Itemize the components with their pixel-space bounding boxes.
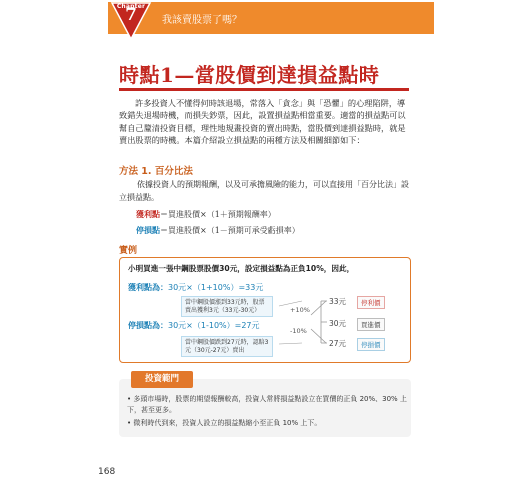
note-stop-loss: 當中鋼股價跌到27元時，認賠3元（30元-27元）賣出 (181, 336, 273, 357)
pct-down-label: -10% (290, 327, 307, 335)
price-top: 33元 (329, 297, 347, 306)
tip-item-text: 多頭市場時，股票的期望報酬較高，投資人常將損益點設立在買價的正負 20%、30% 上下，甚至更多。 (127, 395, 407, 414)
page-number: 168 (98, 467, 116, 477)
formula-stop-loss-expr: ＝買進股價×（1－預期可承受虧損率） (160, 226, 300, 235)
chapter-header-band (108, 2, 434, 34)
example-intro: 小明買進一張中鋼股票股價30元，設定損益點為正負10%，因此， (128, 264, 355, 273)
tag-stop-loss-price: 停損價 (357, 338, 385, 351)
method-description: 依據投資人的預期報酬，以及可承擔風險的能力，可以直接用「百分比法」設立損益點。 (119, 180, 409, 202)
formula-stop-loss (136, 225, 300, 236)
intro-paragraph: 許多投資人不懂得何時該退場，常落入「貪念」與「恐懼」的心理陷阱，導致錯失退場時機，而損失鈔票，因此，設置損益點相當重要。適當的損益點可以幫自己釐清投資目標，理性地規畫投資的賣出時點，當股價到達損益點時，就是賣出股票的時機。本篇介紹設立損益點的兩種方法及相關細節如下： (119, 98, 406, 146)
stop-loss-calc: 30元×（1-10%）=27元 (168, 321, 260, 330)
stop-loss-line (128, 320, 260, 331)
bracket-arrow-up (311, 301, 326, 315)
title-underline (119, 88, 409, 91)
take-profit-calc: 30元×（1+10%）=33元 (168, 283, 264, 292)
price-mid: 30元 (329, 319, 347, 328)
chapter-word: Chapter (116, 3, 146, 10)
formula-take-profit (136, 209, 276, 220)
example-label: 實例 (119, 246, 138, 256)
section-title: 時點1—當股價到達損益點時 (119, 63, 380, 87)
connector-stop-loss (279, 343, 302, 344)
note-take-profit: 當中鋼股價漲到33元時，股票賣出獲利3元（33元-30元） (181, 296, 273, 317)
chapter-number: 7 (125, 5, 137, 25)
tag-buy-price: 買進價 (357, 318, 385, 331)
tag-take-profit-price: 停利價 (357, 296, 385, 309)
tip-item-text: 微利時代到來，投資人設立的損益點縮小至正負 10% 上下。 (133, 419, 322, 427)
tip-item: • 多頭市場時，股票的期望報酬較高，投資人常將損益點設立在買價的正負 20%、30% 上下，甚至更多。 (127, 395, 407, 414)
price-bottom: 27元 (329, 339, 347, 348)
take-profit-key: 獲利點為： (128, 283, 168, 292)
tip-item: • 微利時代到來，投資人設立的損益點縮小至正負 10% 上下。 (127, 419, 322, 427)
chapter-badge (110, 1, 152, 41)
take-profit-line (128, 282, 263, 293)
chapter-title: 我該賣股票了嗎？ (162, 15, 242, 26)
stop-loss-key: 停損點為： (128, 321, 168, 330)
bracket-arrow-down (311, 329, 326, 343)
pct-up-label: +10% (290, 306, 310, 314)
tips-badge: 投資範門 (131, 371, 193, 388)
formula-take-profit-key: 獲利點 (136, 209, 160, 219)
method-title: 方法 1. 百分比法 (119, 166, 193, 177)
formula-take-profit-expr: ＝買進股價×（1＋預期報酬率） (160, 210, 276, 219)
formula-stop-loss-key: 停損點 (136, 225, 160, 235)
